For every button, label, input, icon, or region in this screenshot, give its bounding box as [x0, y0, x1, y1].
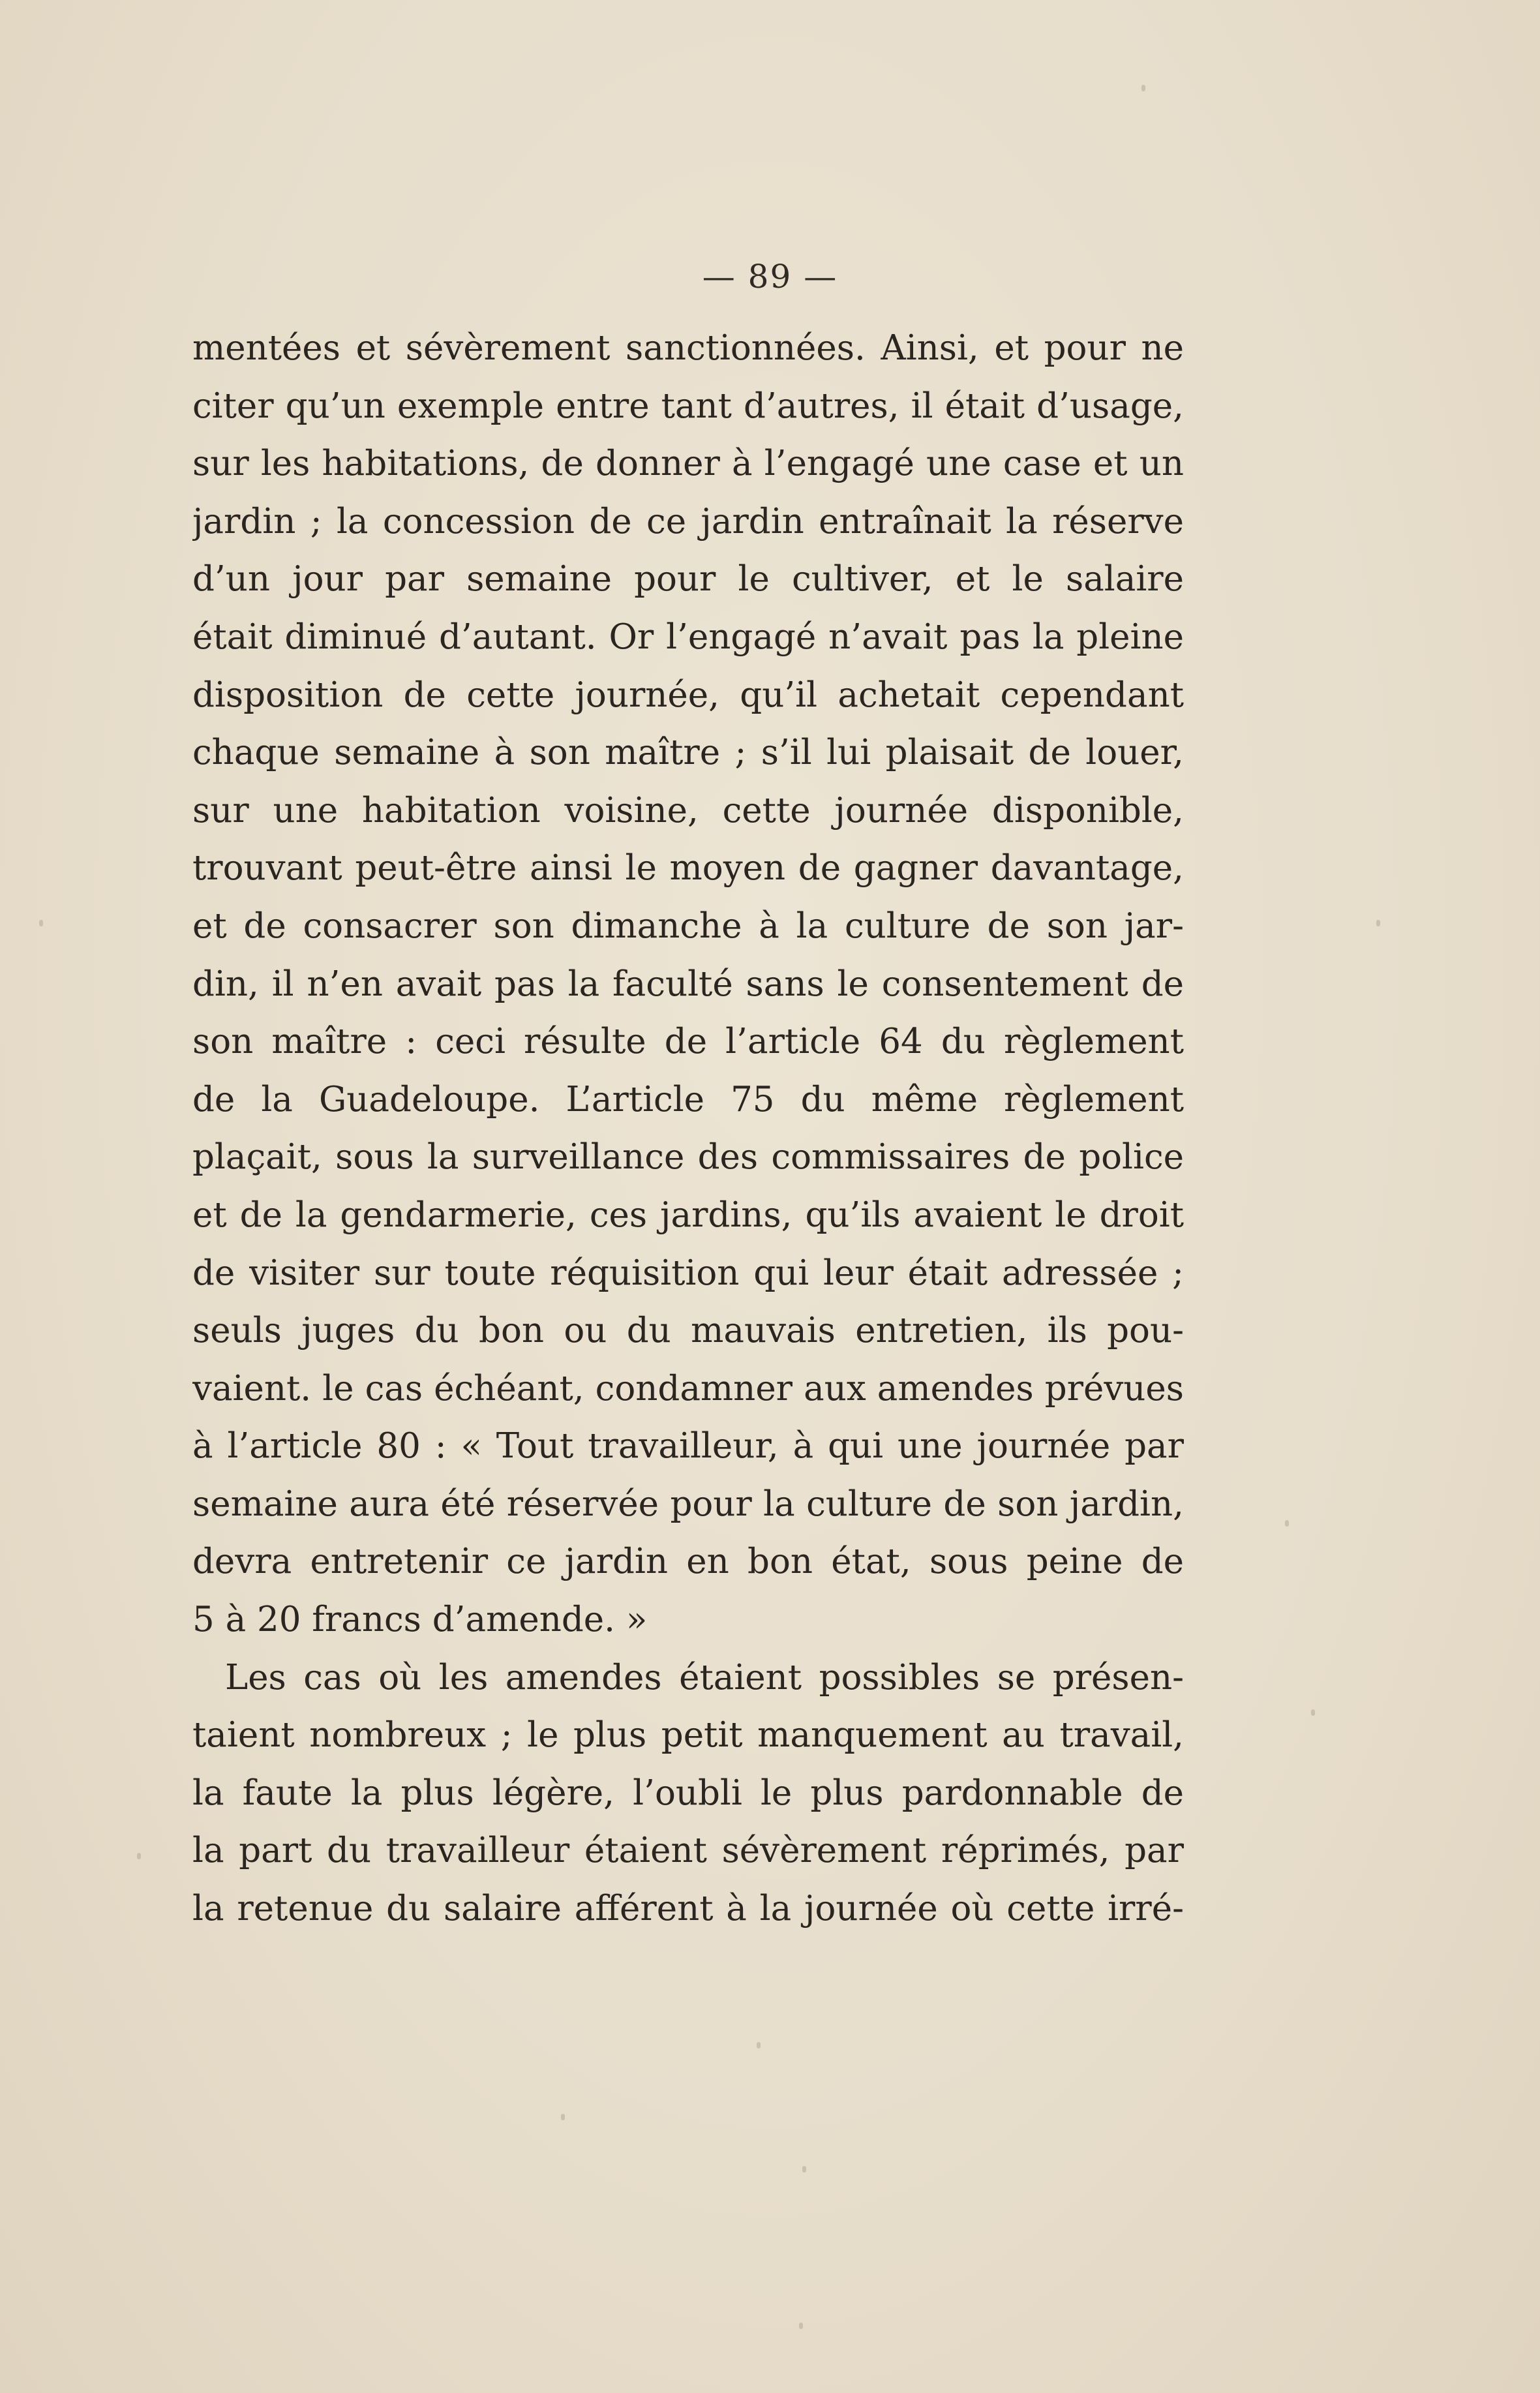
body-text [192, 320, 1184, 1938]
text-line: et de consacrer son dimanche à la culture de son jar- [192, 906, 1184, 946]
text-line: taient nombreux ; le plus petit manquement au travail, [192, 1715, 1184, 1756]
text-line: disposition de cette journée, qu’il achetait cependant [192, 675, 1184, 715]
text-line: et de la gendarmerie, ces jardins, qu’ils avaient le droit [192, 1195, 1184, 1235]
text-line: son maître : ceci résulte de l’article 64 du règlement [192, 1022, 1184, 1062]
text-line: la retenue du salaire afférent à la journée où cette irré- [192, 1889, 1184, 1929]
text-line: mentées et sévèrement sanctionnées. Ainsi, et pour ne [192, 328, 1184, 368]
paper-speck [137, 1853, 141, 1859]
text-line: citer qu’un exemple entre tant d’autres, il était d’usage, [192, 386, 1184, 426]
text-line: la faute la plus légère, l’oubli le plus pardonnable de [192, 1773, 1184, 1813]
text-line: de visiter sur toute réquisition qui leur était adressée ; [192, 1253, 1184, 1293]
text-line: jardin ; la concession de ce jardin entraînait la réserve [192, 501, 1184, 541]
text-line: semaine aura été réservée pour la culture de son jardin, [192, 1484, 1184, 1524]
text-line: devra entretenir ce jardin en bon état, sous peine de [192, 1542, 1184, 1582]
paper-speck [561, 2114, 565, 2120]
paper-speck [1285, 1520, 1289, 1527]
page-number: — 89 — [702, 258, 838, 296]
paper-speck [802, 2166, 806, 2172]
text-line: sur une habitation voisine, cette journée disponible, [192, 790, 1184, 831]
text-line: din, il n’en avait pas la faculté sans le consentement de [192, 964, 1184, 1004]
text-line: la part du travailleur étaient sévèrement réprimés, par [192, 1831, 1184, 1871]
text-line: sur les habitations, de donner à l’engagé une case et un [192, 444, 1184, 484]
text-line: trouvant peut-être ainsi le moyen de gagner davantage, [192, 848, 1184, 889]
paper-speck [1376, 920, 1380, 926]
text-line: seuls juges du bon ou du mauvais entretien, ils pou- [192, 1311, 1184, 1351]
text-line: plaçait, sous la surveillance des commissaires de police [192, 1137, 1184, 1178]
text-line: 5 à 20 francs d’amende. » [192, 1600, 648, 1640]
paper-speck [39, 920, 43, 926]
text-line: à l’article 80 : « Tout travailleur, à qui une journée par [192, 1426, 1184, 1467]
text-line: vaient. le cas échéant, condamner aux amendes prévues [192, 1368, 1184, 1409]
paper-speck [757, 2042, 761, 2049]
text-line: était diminué d’autant. Or l’engagé n’avait pas la pleine [192, 617, 1184, 657]
text-line: d’un jour par semaine pour le cultiver, et le salaire [192, 559, 1184, 600]
paper-speck [1141, 85, 1145, 91]
text-line: chaque semaine à son maître ; s’il lui plaisait de louer, [192, 733, 1184, 773]
paragraph-start-line: Les cas où les amendes étaient possibles se présen- [225, 1657, 1184, 1698]
paper-speck [1311, 1709, 1315, 1716]
text-line: de la Guadeloupe. L’article 75 du même règlement [192, 1079, 1184, 1120]
paper-speck [799, 2323, 803, 2329]
